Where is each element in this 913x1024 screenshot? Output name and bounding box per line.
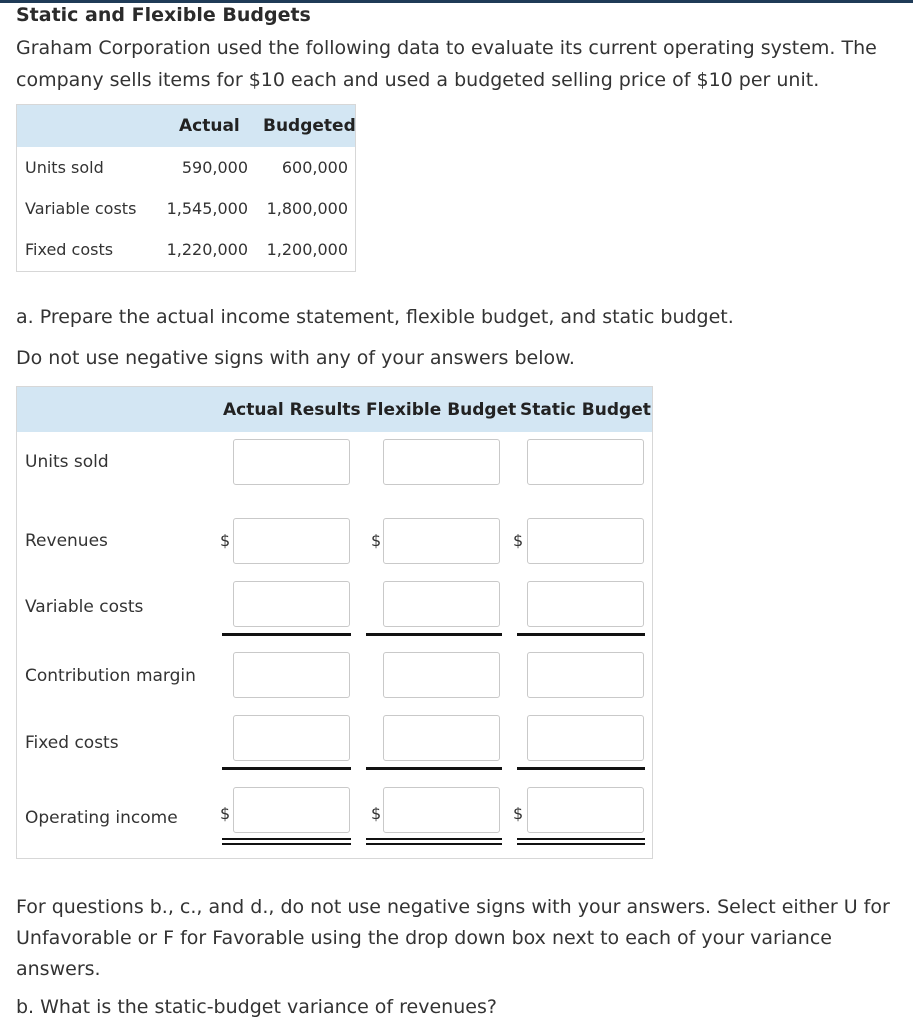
ws-label-fixed-costs: Fixed costs (25, 733, 119, 753)
total-double-rule (517, 838, 645, 840)
page-title: Static and Flexible Budgets (16, 4, 311, 26)
instruction-a: Do not use negative signs with any of your answers below. (16, 347, 575, 369)
fixed-costs-actual-input[interactable] (233, 715, 350, 761)
given-data-table (16, 104, 356, 272)
units-sold-static-input[interactable] (527, 439, 644, 485)
revenues-static-input[interactable] (527, 518, 644, 564)
dollar-sign: $ (513, 804, 524, 823)
subtotal-rule (222, 767, 351, 770)
variable-costs-actual: 1,545,000 (166, 199, 248, 218)
intro-text: Graham Corporation used the following data to evaluate its current operating system. The company sells items for $10 each and used a budgeted selling price of $10 per unit. (16, 37, 877, 91)
header-actual-results: Actual Results (223, 400, 361, 420)
fixed-costs-static-input[interactable] (527, 715, 644, 761)
top-border (0, 0, 913, 3)
operating-income-static-input[interactable] (527, 787, 644, 833)
subtotal-rule (366, 767, 502, 770)
units-sold-actual-input[interactable] (233, 439, 350, 485)
revenues-actual-input[interactable] (233, 518, 350, 564)
total-double-rule (222, 843, 351, 845)
dollar-sign: $ (371, 804, 382, 823)
subtotal-rule (222, 633, 351, 636)
revenues-flexible-input[interactable] (383, 518, 500, 564)
units-sold-actual: 590,000 (181, 158, 248, 177)
question-b: b. What is the static-budget variance of revenues? (16, 996, 497, 1018)
ws-label-contribution-margin: Contribution margin (25, 666, 196, 686)
contribution-margin-flexible-input[interactable] (383, 652, 500, 698)
variable-costs-actual-input[interactable] (233, 581, 350, 627)
row-label-variable-costs: Variable costs (25, 199, 137, 218)
subtotal-rule (517, 633, 645, 636)
row-label-units-sold: Units sold (25, 158, 104, 177)
ws-label-revenues: Revenues (25, 531, 108, 551)
variable-costs-static-input[interactable] (527, 581, 644, 627)
total-double-rule (517, 843, 645, 845)
row-label-fixed-costs: Fixed costs (25, 240, 114, 259)
units-sold-flexible-input[interactable] (383, 439, 500, 485)
total-double-rule (366, 838, 502, 840)
subtotal-rule (517, 767, 645, 770)
ws-label-variable-costs: Variable costs (25, 597, 144, 617)
dollar-sign: $ (513, 531, 524, 550)
fixed-costs-actual: 1,220,000 (166, 240, 248, 259)
total-double-rule (222, 838, 351, 840)
total-double-rule (366, 843, 502, 845)
dollar-sign: $ (220, 531, 231, 550)
instructions-bcd: For questions b., c., and d., do not use negative signs with your answers. Select either U for Unfavorable or F for Favorable using the drop down box next to each of your variance answers. (16, 896, 890, 980)
dollar-sign: $ (220, 804, 231, 823)
header-static-budget: Static Budget (520, 400, 651, 420)
header-budgeted: Budgeted (263, 116, 356, 136)
dollar-sign: $ (371, 531, 382, 550)
fixed-costs-budgeted: 1,200,000 (266, 240, 348, 259)
question-a: a. Prepare the actual income statement, flexible budget, and static budget. (16, 306, 734, 328)
ws-label-operating-income: Operating income (25, 808, 178, 828)
subtotal-rule (366, 633, 502, 636)
contribution-margin-actual-input[interactable] (233, 652, 350, 698)
given-data-header (17, 105, 355, 147)
variable-costs-flexible-input[interactable] (383, 581, 500, 627)
ws-label-units-sold: Units sold (25, 452, 109, 472)
units-sold-budgeted: 600,000 (281, 158, 348, 177)
contribution-margin-static-input[interactable] (527, 652, 644, 698)
fixed-costs-flexible-input[interactable] (383, 715, 500, 761)
operating-income-flexible-input[interactable] (383, 787, 500, 833)
budget-worksheet (16, 386, 653, 859)
header-flexible-budget: Flexible Budget (366, 400, 517, 420)
worksheet-header (17, 387, 652, 432)
variable-costs-budgeted: 1,800,000 (266, 199, 348, 218)
operating-income-actual-input[interactable] (233, 787, 350, 833)
header-actual: Actual (179, 116, 240, 136)
